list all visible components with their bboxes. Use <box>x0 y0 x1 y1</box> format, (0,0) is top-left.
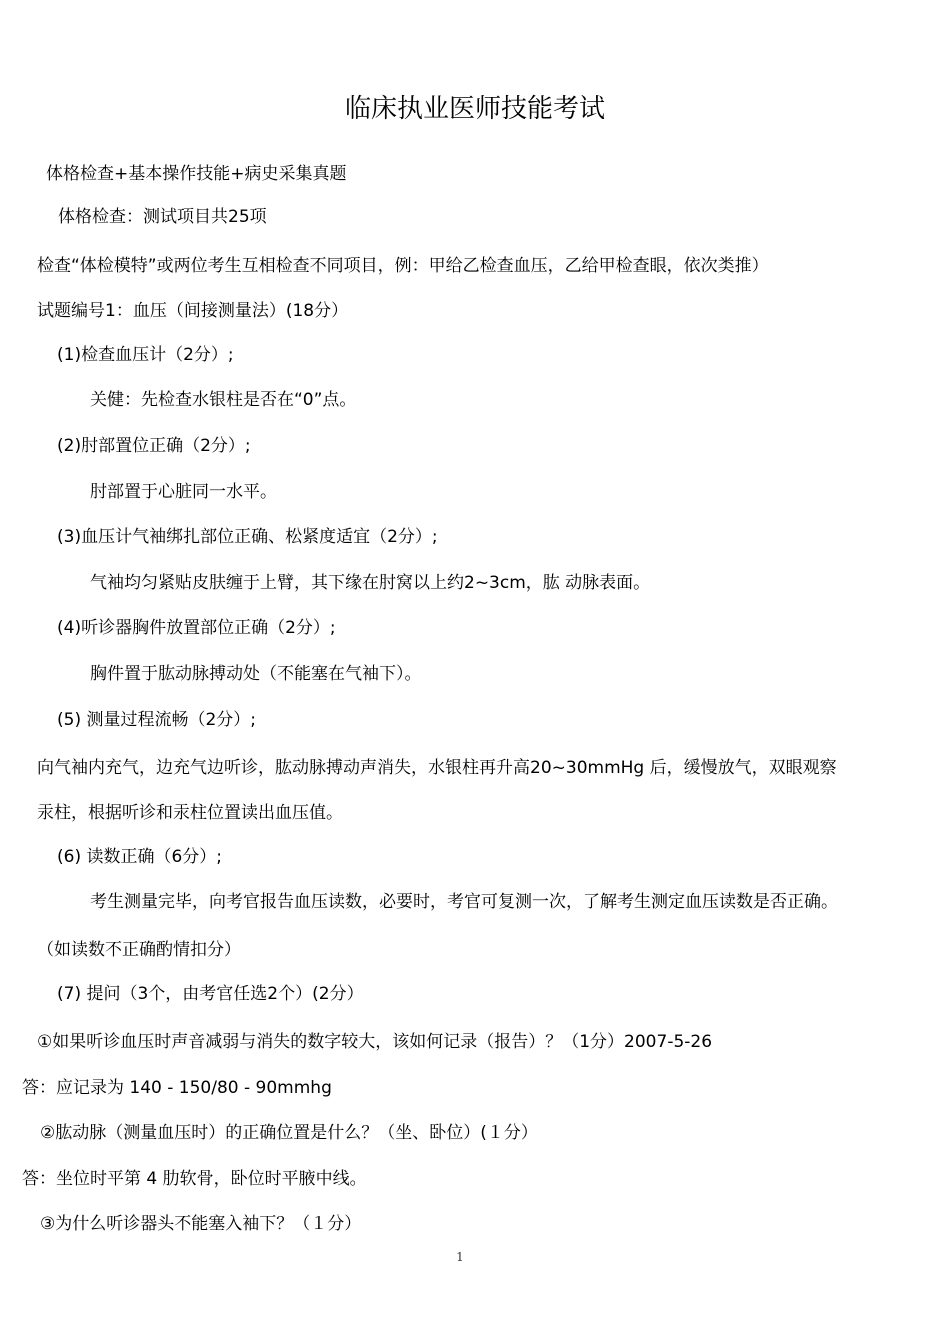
doc-line-10: 气袖均匀紧贴皮肤缠于上臂，其下缘在肘窝以上约2~3cm，肱 动脉表面。 <box>90 573 651 593</box>
doc-line-12: 胸件置于肱动脉搏动处（不能塞在气袖下）。 <box>90 664 422 684</box>
doc-line-1: 体格检查+基本操作技能+病史采集真题 <box>46 164 347 184</box>
doc-line-21: 答：应记录为 140 - 150/80 - 90mmhg <box>22 1078 332 1098</box>
doc-line-22: ②肱动脉（测量血压时）的正确位置是什么？（坐、卧位）(１分） <box>40 1123 538 1143</box>
doc-line-4: 试题编号1：血压（间接测量法）(18分） <box>37 301 349 321</box>
document-title: 临床执业医师技能考试 <box>344 94 605 124</box>
doc-line-16: (6) 读数正确（6分）; <box>57 847 223 867</box>
doc-line-11: (4)听诊器胸件放置部位正确（2分）; <box>57 618 336 638</box>
doc-line-9: (3)血压计气袖绑扎部位正确、松紧度适宜（2分）; <box>57 527 438 547</box>
page-number: 1 <box>456 1250 464 1264</box>
doc-line-8: 肘部置于心脏同一水平。 <box>90 482 277 502</box>
doc-line-3: 检查“体检模特”或两位考生互相检查不同项目，例：甲给乙检查血压，乙给甲检查眼，依次类推） <box>37 256 769 276</box>
doc-line-15: 汞柱，根据听诊和汞柱位置读出血压值。 <box>37 803 343 823</box>
doc-line-17: 考生测量完毕，向考官报告血压读数，必要时，考官可复测一次，了解考生测定血压读数是否正确。 <box>90 892 838 912</box>
doc-line-18: （如读数不正确酌情扣分） <box>37 940 241 960</box>
doc-line-6: 关健：先检查水银柱是否在“0”点。 <box>90 390 357 410</box>
doc-line-23: 答：坐位时平第 4 肋软骨，卧位时平腋中线。 <box>22 1169 367 1189</box>
doc-line-20: ①如果听诊血压时声音减弱与消失的数字较大，该如何记录（报告）？（1分）2007-5-26 <box>37 1032 713 1052</box>
doc-line-19: (7) 提问（3个，由考官任选2个）(2分） <box>57 984 364 1004</box>
doc-line-13: (5) 测量过程流畅（2分）; <box>57 710 257 730</box>
doc-line-5: (1)检查血压计（2分）; <box>57 345 234 365</box>
doc-line-14: 向气袖内充气，边充气边听诊，肱动脉搏动声消失，水银柱再升高20~30mmHg 后，缓慢放气，双眼观察 <box>37 758 837 778</box>
doc-line-7: (2)肘部置位正确（2分）; <box>57 436 251 456</box>
doc-line-2: 体格检查：测试项目共25项 <box>58 207 267 227</box>
doc-line-24: ③为什么听诊器头不能塞入袖下？（１分） <box>40 1214 362 1234</box>
